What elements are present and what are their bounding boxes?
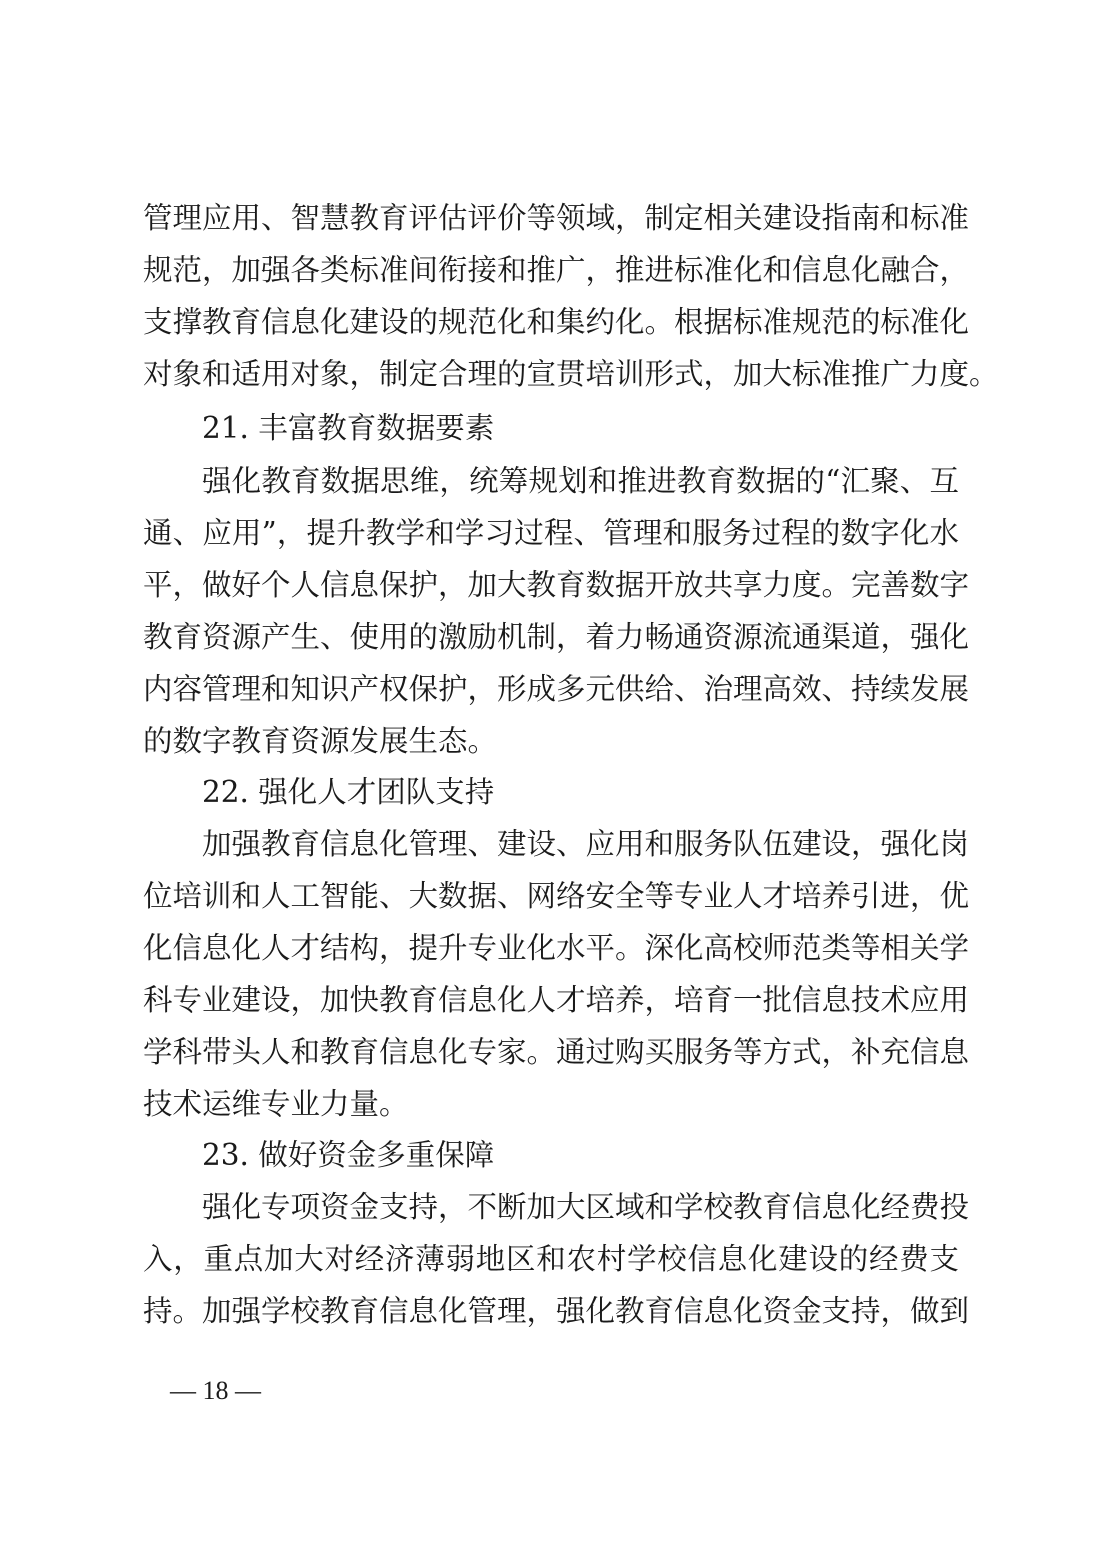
section-heading: 21. 丰富教育数据要素 bbox=[202, 411, 495, 445]
text-line: 内容管理和知识产权保护，形成多元供给、治理高效、持续发展 bbox=[143, 672, 970, 706]
text-line: 学科带头人和教育信息化专家。通过购买服务等方式，补充信息 bbox=[143, 1035, 970, 1069]
page-number: — 18 — bbox=[170, 1376, 261, 1405]
text-line: 技术运维专业力量。 bbox=[143, 1087, 409, 1121]
text-line: 位培训和人工智能、大数据、网络安全等专业人才培养引进，优 bbox=[143, 879, 970, 913]
text-line: 规范，加强各类标准间衔接和推广，推进标准化和信息化融合， bbox=[143, 253, 970, 287]
text-line: 对象和适用对象，制定合理的宣贯培训形式，加大标准推广力度。 bbox=[143, 357, 999, 391]
text-line: 平，做好个人信息保护，加大教育数据开放共享力度。完善数字 bbox=[143, 568, 970, 602]
text-line: 科专业建设，加快教育信息化人才培养，培育一批信息技术应用 bbox=[143, 983, 970, 1017]
text-line: 持。加强学校教育信息化管理，强化教育信息化资金支持，做到 bbox=[143, 1294, 970, 1328]
section-heading: 22. 强化人才团队支持 bbox=[202, 775, 495, 809]
text-line: 的数字教育资源发展生态。 bbox=[143, 724, 498, 758]
text-line: 加强教育信息化管理、建设、应用和服务队伍建设，强化岗 bbox=[202, 827, 970, 861]
text-line: 教育资源产生、使用的激励机制，着力畅通资源流通渠道，强化 bbox=[143, 620, 970, 654]
text-line: 强化教育数据思维，统筹规划和推进教育数据的“汇聚、互 bbox=[202, 464, 959, 498]
text-line: 入，重点加大对经济薄弱地区和农村学校信息化建设的经费支 bbox=[143, 1242, 959, 1276]
text-line: 管理应用、智慧教育评估评价等领域，制定相关建设指南和标准 bbox=[143, 201, 970, 235]
section-heading: 23. 做好资金多重保障 bbox=[202, 1138, 495, 1172]
text-line: 通、应用”，提升教学和学习过程、管理和服务过程的数字化水 bbox=[143, 516, 959, 550]
text-line: 强化专项资金支持，不断加大区域和学校教育信息化经费投 bbox=[202, 1190, 970, 1224]
text-line: 化信息化人才结构，提升专业化水平。深化高校师范类等相关学 bbox=[143, 931, 970, 965]
text-line: 支撑教育信息化建设的规范化和集约化。根据标准规范的标准化 bbox=[143, 305, 970, 339]
